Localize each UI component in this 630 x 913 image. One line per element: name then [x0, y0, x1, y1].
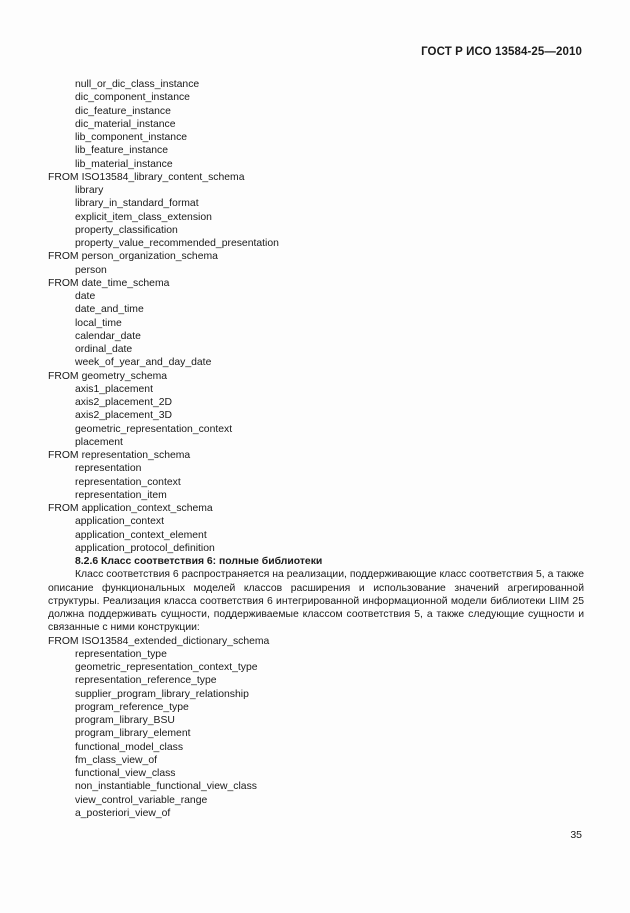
schema-name: date_time_schema [81, 277, 170, 289]
from-clause [48, 502, 584, 515]
entity-item: placement [75, 436, 123, 448]
entity-item: functional_model_class [75, 741, 184, 753]
from-clause [48, 250, 584, 263]
section-heading: 8.2.6 Класс соответствия 6: полные библиотеки [75, 556, 323, 567]
from-keyword: FROM [48, 277, 79, 289]
entity-item: view_control_variable_range [75, 794, 208, 806]
entity-item: axis1_placement [75, 383, 153, 395]
entity-item: representation [75, 463, 142, 475]
entity-item: property_value_recommended_presentation [75, 238, 279, 249]
from-keyword: FROM [48, 503, 79, 514]
schema-name: application_context_schema [81, 503, 213, 514]
entity-item: lib_component_instance [75, 132, 188, 143]
from-keyword: FROM [48, 635, 79, 647]
from-clause [48, 370, 584, 383]
from-clause [48, 635, 584, 648]
entity-item: dic_component_instance [75, 92, 190, 104]
entity-item: application_protocol_definition [75, 542, 215, 554]
entity-item: program_library_element [75, 728, 191, 740]
page-number: 35 [570, 829, 582, 841]
entity-item: property_classification [75, 224, 178, 236]
entity-item: axis2_placement_2D [75, 397, 173, 408]
entity-item: fm_class_view_of [75, 754, 158, 766]
entity-item: lib_feature_instance [75, 145, 169, 157]
entity-item: explicit_item_class_extension [75, 211, 212, 223]
entity-item: person [75, 264, 107, 276]
entity-item: dic_material_instance [75, 118, 176, 130]
entity-item: geometric_representation_context [75, 423, 233, 435]
from-clause [48, 171, 584, 184]
entity-item: local_time [75, 317, 122, 329]
schema-name: ISO13584_extended_dictionary_schema [81, 635, 270, 647]
paragraph: Класс соответствия 6 распространяется на реализации, поддерживающие класс соответствия 5, а также описание функциональных моделей классов расширения и использование значений агрегированной структуры. Реализация класса соответствия 6 интегрированной информационной модели библиотеки LIIM 25 должна поддерживать сущности, поддерживаемые классом соответствия 5, а также следующие сущности и связанные с ними конструкции: [48, 569, 584, 634]
entity-item: week_of_year_and_day_date [75, 357, 212, 369]
from-clause [48, 449, 584, 462]
document-body [48, 78, 584, 820]
entity-item: non_instantiable_functional_view_class [75, 781, 257, 793]
schema-name: person_organization_schema [81, 251, 218, 263]
entity-item: geometric_representation_context_type [75, 662, 258, 673]
schema-name: representation_schema [81, 450, 191, 461]
schema-name: geometry_schema [81, 370, 168, 382]
entity-item: library_in_standard_format [75, 198, 199, 210]
entity-item: functional_view_class [75, 768, 176, 779]
entity-item: representation_type [75, 648, 167, 660]
entity-item: null_or_dic_class_instance [75, 79, 200, 90]
entity-item: representation_reference_type [75, 675, 217, 687]
entity-item: supplier_program_library_relationship [75, 688, 249, 700]
from-clause [48, 277, 584, 290]
entity-item: date [75, 291, 96, 302]
from-keyword: FROM [48, 370, 79, 382]
entity-item: lib_material_instance [75, 158, 173, 170]
entity-item: representation_context [75, 476, 181, 488]
schema-name: ISO13584_library_content_schema [81, 171, 245, 183]
document-header: ГОСТ Р ИСО 13584-25—2010 [421, 46, 582, 58]
from-keyword: FROM [48, 450, 79, 461]
entity-item: application_context [75, 516, 164, 528]
entity-item: axis2_placement_3D [75, 410, 173, 422]
entity-item: calendar_date [75, 330, 141, 342]
from-keyword: FROM [48, 251, 79, 263]
entity-item: library [75, 185, 104, 196]
entity-item: application_context_element [75, 529, 207, 541]
entity-item: dic_feature_instance [75, 105, 171, 117]
entity-item: program_reference_type [75, 701, 189, 713]
from-keyword: FROM [48, 171, 79, 183]
entity-item: representation_item [75, 489, 167, 501]
entity-item: ordinal_date [75, 344, 133, 355]
entity-item: program_library_BSU [75, 715, 175, 726]
entity-item: date_and_time [75, 304, 144, 316]
entity-item: a_posteriori_view_of [75, 807, 171, 819]
